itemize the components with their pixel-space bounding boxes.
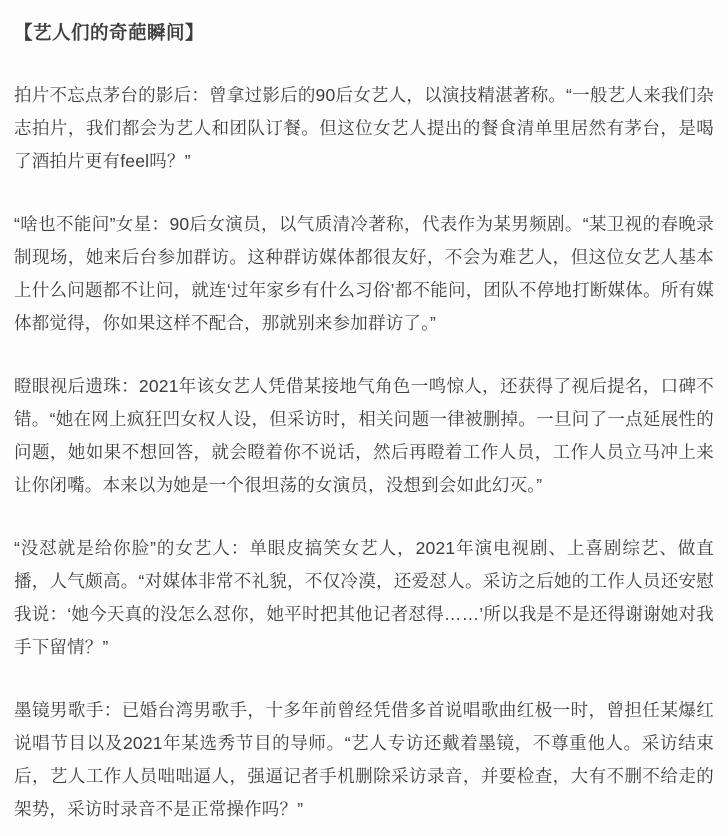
paragraph-rude-comedian-actress: “没怼就是给你脸”的女艺人：单眼皮搞笑女艺人，2021年演电视剧、上喜剧综艺、做直播，人气颇高。“对媒体非常不礼貌，不仅冷漠，还爱怼人。采访之后她的工作人员还安慰我说：‘她今天真的没怎么怼你，她平时把其他记者怼得……’所以我是不是还得谢谢她对我手下留情？” <box>14 538 714 657</box>
paragraph-maotai-actress: 拍片不忘点茅台的影后：曾拿过影后的90后女艺人，以演技精湛著称。“一般艺人来我们杂志拍片，我们都会为艺人和团队订餐。但这位女艺人提出的餐食清单里居然有茅台，是喝了酒拍片更有feel吗？” <box>14 85 714 171</box>
article-title: 【艺人们的奇葩瞬间】 <box>14 22 205 43</box>
paragraph-no-questions-star: “啥也不能问”女星：90后女演员，以气质清冷著称，代表作为某男频剧。“某卫视的春晚录制现场，她来后台参加群访。这种群访媒体都很友好，不会为难艺人，但这位女艺人基本上什么问题都不让问，就连‘过年家乡有什么习俗’都不能问，团队不停地打断媒体。所有媒体都觉得，你如果这样不配合，那就别来参加群访了。” <box>14 214 714 333</box>
paragraph-staring-actress: 瞪眼视后遗珠：2021年该女艺人凭借某接地气角色一鸣惊人，还获得了视后提名，口碑不错。“她在网上疯狂凹女权人设，但采访时，相关问题一律被删掉。一旦问了一点延展性的问题，她如果不想回答，就会瞪着你不说话，然后再瞪着工作人员，工作人员立马冲上来让你闭嘴。本来以为她是一个很坦荡的女演员，没想到会如此幻灭。” <box>14 376 714 495</box>
paragraph-sunglasses-singer: 墨镜男歌手：已婚台湾男歌手，十多年前曾经凭借多首说唱歌曲红极一时，曾担任某爆红说唱节目以及2021年某选秀节目的导师。“艺人专访还戴着墨镜，不尊重他人。采访结束后，艺人工作人员咄咄逼人，强逼记者手机删除采访录音，并要检查，大有不删不给走的架势，采访时录音不是正常操作吗？” <box>14 700 714 819</box>
